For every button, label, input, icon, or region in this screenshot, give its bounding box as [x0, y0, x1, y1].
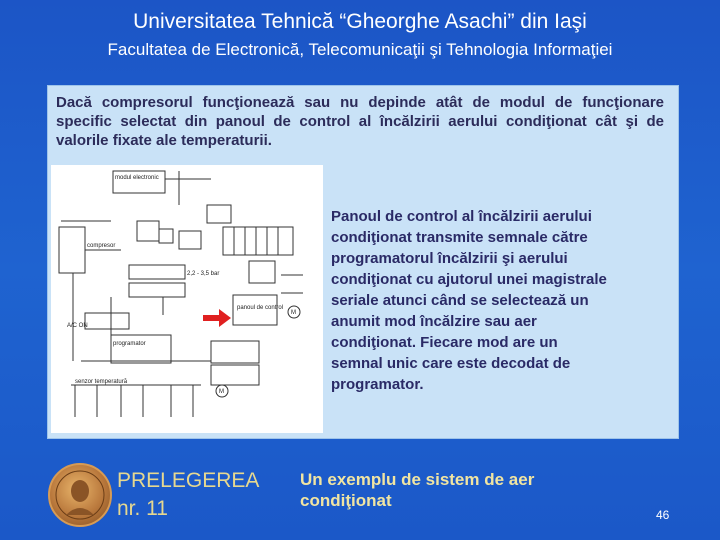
subtitle-line: condiţionat [300, 491, 392, 510]
module-label: modul electronic [115, 175, 159, 181]
lecture-label [117, 467, 259, 523]
diagram-svg [51, 165, 323, 433]
red-arrow-icon [203, 309, 231, 327]
faculty-title: Facultatea de Electronică, Telecomunicaţii şi Tehnologia Informaţiei [107, 40, 613, 59]
range-label: 2,2 - 3,5 bar [187, 271, 220, 277]
ac-wiring-diagram [51, 165, 323, 433]
page-number: 46 [656, 508, 670, 522]
description-line: semnal unic care este decodat de [331, 355, 571, 372]
university-medal-logo [48, 463, 112, 527]
university-title: Universitatea Tehnică “Gheorghe Asachi” din Iaşi [133, 10, 587, 33]
motor-label: M [291, 310, 296, 316]
panel-label: panoul de control [237, 305, 284, 311]
subtitle-line: Un exemplu de sistem de aer [300, 470, 535, 489]
lecture-number: nr. 11 [117, 497, 168, 520]
description-line: Panoul de control al încălzirii aerului [331, 208, 592, 225]
slide-subtitle [300, 469, 534, 511]
intro-text: Dacă compresorul funcţionează sau nu depinde atât de modul de funcţionare specific selectat din panoul de control al încălzirii aerului condiţionat cât şi de valorile fixate ale temperaturii. [56, 94, 664, 149]
sensor-label: senzor temperatură [75, 379, 128, 385]
portrait-icon [50, 465, 110, 525]
ac-on-label: A/C ON [67, 323, 88, 329]
motor-label-2: M [219, 389, 224, 395]
description-line: condiţionat cu ajutorul unei magistrale [331, 271, 607, 288]
compressor-label: compresor [87, 243, 116, 249]
description-line: programatorul încălzirii şi aerului [331, 250, 568, 267]
description-line: condiţionat transmite semnale către [331, 229, 588, 246]
programmer-label: programator [113, 341, 146, 347]
description-text [331, 206, 671, 395]
description-line: programator. [331, 376, 424, 393]
lecture-title: PRELEGEREA [117, 469, 260, 492]
description-line: condiţionat. Fiecare mod are un [331, 334, 558, 351]
description-line: anumit mod încălzire sau aer [331, 313, 537, 330]
description-line: seriale atunci când se selectează un [331, 292, 589, 309]
